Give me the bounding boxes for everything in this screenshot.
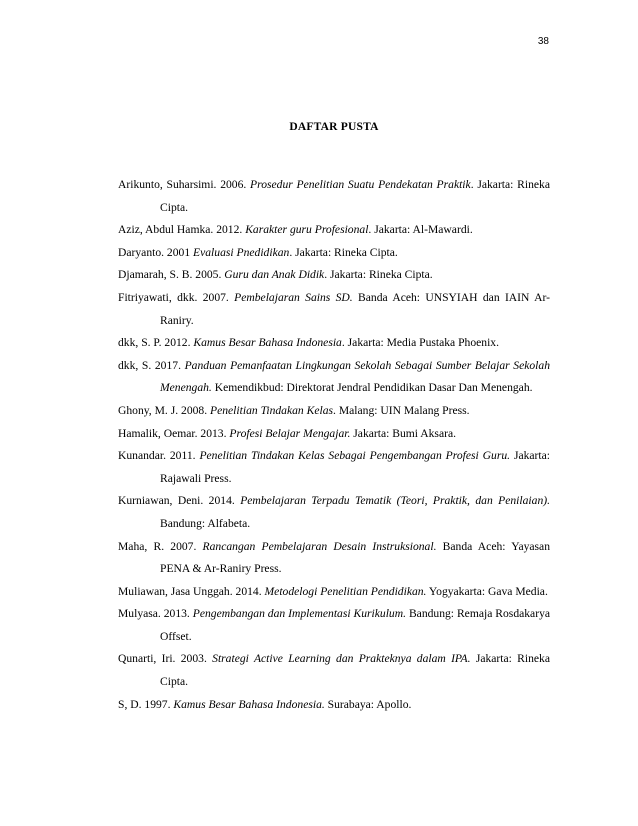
- reference-author-year: Daryanto. 2001: [118, 245, 194, 259]
- reference-author-year: Aziz, Abdul Hamka. 2012.: [118, 223, 246, 237]
- reference-author-year: Ghony, M. J. 2008.: [118, 403, 211, 417]
- reference-list: [118, 174, 550, 716]
- reference-title: Metodelogi Penelitian Pendidikan.: [264, 584, 427, 598]
- reference-item: [118, 694, 550, 717]
- reference-item: [118, 242, 550, 265]
- reference-publisher: . Jakarta: Rineka Cipta.: [289, 245, 398, 259]
- reference-author-year: Hamalik, Oemar. 2013.: [118, 426, 230, 440]
- reference-publisher: Banda Aceh: Yayasan PENA & Ar-Raniry Press.: [160, 539, 550, 576]
- reference-title: Profesi Belajar Mengajar.: [229, 426, 351, 440]
- reference-author-year: Djamarah, S. B. 2005.: [118, 268, 225, 282]
- reference-publisher: Jakarta: Bumi Aksara.: [350, 426, 456, 440]
- reference-author-year: Maha, R. 2007.: [118, 539, 203, 553]
- reference-item: [118, 490, 550, 535]
- reference-publisher: Kemendikbud: Direktorat Jendral Pendidikan Dasar Dan Menengah.: [211, 381, 533, 395]
- reference-title: Pengembangan dan Implementasi Kurikulum.: [192, 607, 407, 621]
- reference-publisher: Bandung: Remaja Rosdakarya Offset.: [160, 607, 551, 643]
- reference-title: Pembelajaran Sains SD.: [234, 290, 353, 304]
- reference-item: [118, 355, 550, 400]
- reference-title: Penelitian Tindakan Kelas: [210, 403, 334, 417]
- reference-author-year: Mulyasa. 2013.: [118, 607, 193, 621]
- reference-publisher: Yogyakarta: Gava Media.: [426, 584, 548, 598]
- reference-item: [118, 648, 550, 693]
- reference-author-year: Kunandar. 2011.: [118, 449, 200, 463]
- reference-title: Pembelajaran Terpadu Tematik (Teori, Praktik, dan Penilaian).: [240, 494, 550, 508]
- reference-item: [118, 174, 550, 219]
- reference-author-year: Muliawan, Jasa Unggah. 2014.: [118, 584, 265, 598]
- reference-publisher: Jakarta: Rineka Cipta.: [160, 652, 551, 689]
- reference-item: [118, 445, 550, 490]
- page-title: DAFTAR PUSTA: [289, 121, 379, 133]
- reference-publisher: Surabaya: Apollo.: [324, 697, 412, 711]
- reference-title: Rancangan Pembelajaran Desain Instruksional.: [202, 539, 437, 553]
- reference-title: Penelitian Tindakan Kelas Sebagai Pengembangan Profesi Guru.: [199, 449, 511, 463]
- reference-item: [118, 332, 550, 355]
- reference-item: [118, 423, 550, 446]
- reference-publisher: Banda Aceh: UNSYIAH dan IAIN Ar-Raniry.: [160, 290, 550, 327]
- reference-title: Kamus Besar Bahasa Indonesia.: [173, 697, 325, 711]
- reference-title: Evaluasi Pnedidikan: [193, 245, 290, 259]
- reference-title: Karakter guru Profesional: [245, 223, 369, 237]
- reference-item: [118, 400, 550, 423]
- reference-title: Strategi Active Learning dan Prakteknya dalam IPA.: [212, 652, 471, 666]
- reference-title: Guru dan Anak Didik: [224, 268, 325, 282]
- reference-publisher: . Jakarta: Rineka Cipta.: [160, 178, 550, 214]
- reference-publisher: Jakarta: Rajawali Press.: [160, 449, 550, 485]
- reference-publisher: . Malang: UIN Malang Press.: [333, 403, 470, 417]
- reference-item: [118, 581, 550, 604]
- reference-author-year: S, D. 1997.: [118, 697, 174, 711]
- reference-author-year: Arikunto, Suharsimi. 2006.: [118, 178, 251, 191]
- reference-author-year: Fitriyawati, dkk. 2007.: [118, 290, 235, 304]
- reference-title: Prosedur Penelitian Suatu Pendekatan Praktik: [250, 178, 471, 191]
- reference-publisher: . Jakarta: Al-Mawardi.: [368, 223, 473, 237]
- reference-item: [118, 603, 550, 648]
- reference-item: [118, 287, 550, 332]
- reference-author-year: dkk, S. 2017.: [118, 358, 185, 372]
- reference-item: [118, 219, 550, 242]
- reference-publisher: Bandung: Alfabeta.: [160, 516, 251, 530]
- page-number: 38: [537, 36, 549, 47]
- reference-author-year: dkk, S. P. 2012.: [118, 336, 194, 350]
- reference-title: Kamus Besar Bahasa Indonesia: [193, 336, 342, 350]
- reference-item: [118, 536, 550, 581]
- reference-author-year: Qunarti, Iri. 2003.: [118, 652, 213, 666]
- reference-publisher: . Jakarta: Media Pustaka Phoenix.: [341, 336, 499, 350]
- reference-item: [118, 264, 550, 287]
- reference-publisher: . Jakarta: Rineka Cipta.: [324, 268, 433, 282]
- reference-author-year: Kurniawan, Deni. 2014.: [118, 494, 241, 508]
- reference-title: Panduan Pemanfaatan Lingkungan Sekolah Sebagai Sumber Belajar Sekolah Menengah.: [160, 358, 550, 395]
